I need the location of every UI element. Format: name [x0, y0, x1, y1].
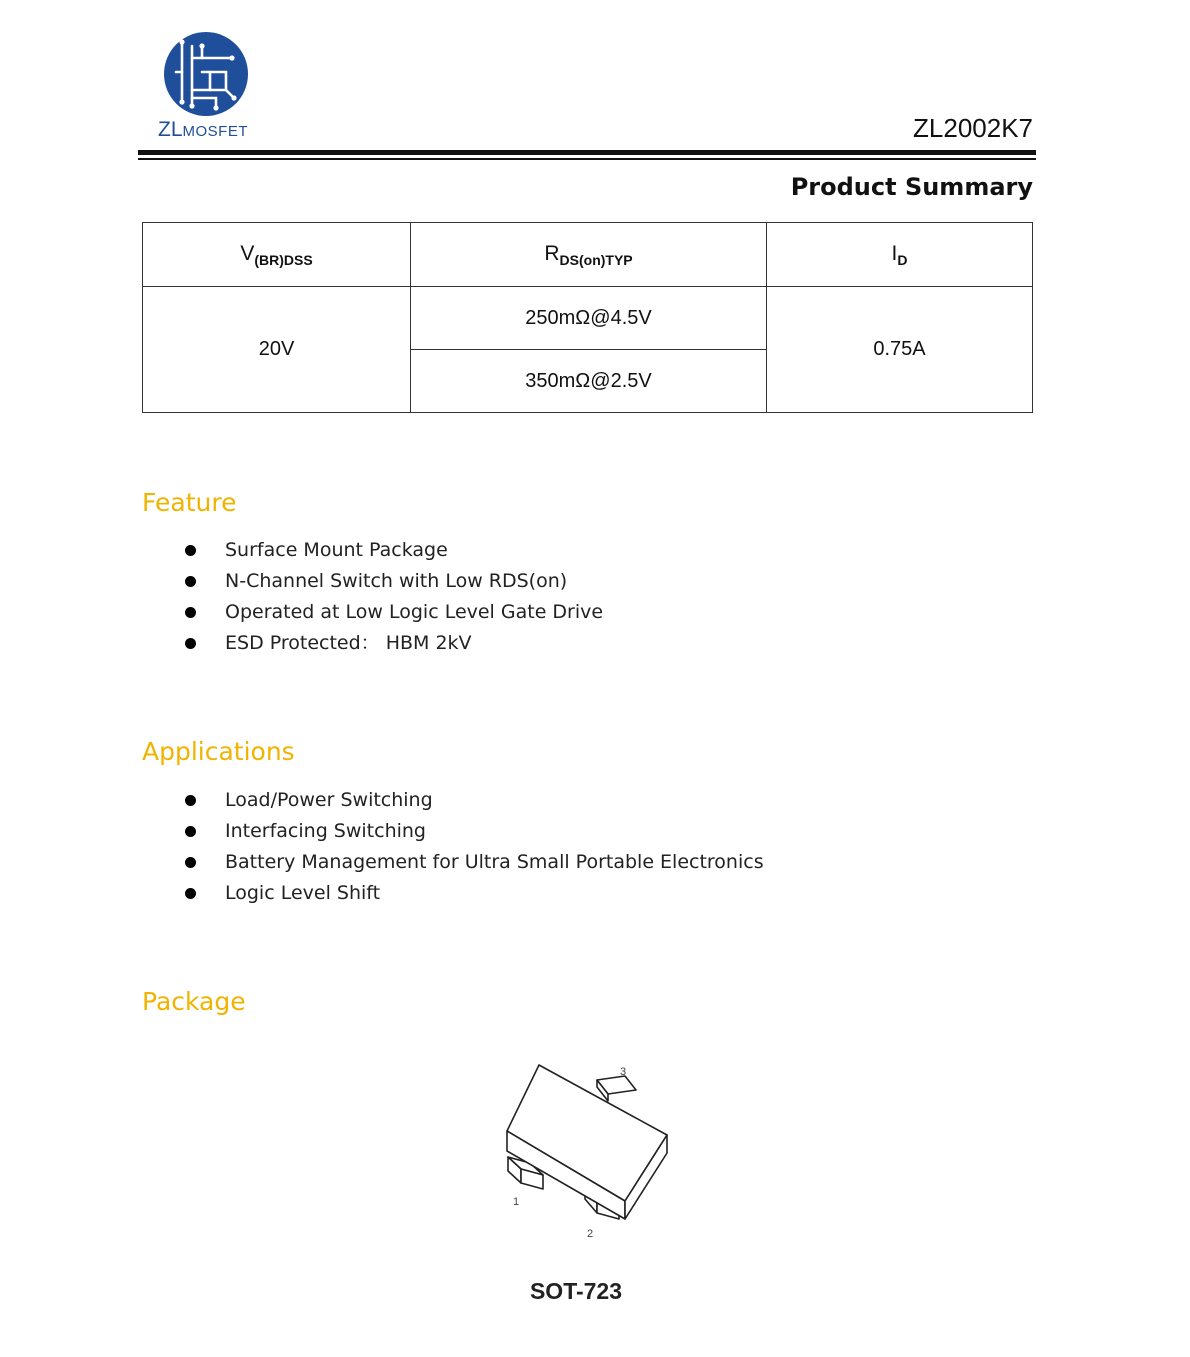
- bullet-icon: [185, 545, 196, 556]
- pin-1-label: 1: [513, 1196, 520, 1208]
- list-item: Interfacing Switching: [183, 816, 764, 847]
- list-item: Load/Power Switching: [183, 785, 764, 816]
- value-id: 0.75A: [767, 287, 1033, 413]
- value-vbrdss: 20V: [143, 287, 411, 413]
- bullet-icon: [185, 576, 196, 587]
- value-rds-2: 350mΩ@2.5V: [411, 350, 767, 413]
- company-logo: [150, 30, 270, 145]
- list-item: Surface Mount Package: [183, 535, 603, 566]
- logo-text-small: MOSFET: [182, 123, 249, 140]
- bullet-icon: [185, 857, 196, 868]
- sot723-package-icon: [495, 1055, 680, 1245]
- pin-3-label: 3: [620, 1066, 627, 1078]
- list-item: ESD Protected： HBM 2kV: [183, 628, 603, 659]
- applications-list: [183, 785, 764, 909]
- product-summary-title: Product Summary: [790, 173, 1033, 201]
- header-rule-thin: [138, 158, 1036, 160]
- summary-header-row: [143, 223, 1033, 287]
- header-vbrdss: $V_{(BR)DSS}$: [143, 223, 411, 287]
- list-item: Operated at Low Logic Level Gate Drive: [183, 597, 603, 628]
- header-rdson: $R_{DS(on)TYP}$: [411, 223, 767, 287]
- part-number: ZL2002K7: [913, 113, 1033, 143]
- header-rule-thick: [138, 150, 1036, 155]
- bullet-icon: [185, 826, 196, 837]
- applications-title: Applications: [142, 737, 295, 766]
- bullet-icon: [185, 607, 196, 618]
- list-item: N-Channel Switch with Low RDS(on): [183, 566, 603, 597]
- feature-list: [183, 535, 603, 659]
- header-id: $I_D$: [767, 223, 1033, 287]
- feature-title: Feature: [142, 488, 237, 517]
- list-item: Battery Management for Ultra Small Portable Electronics: [183, 847, 764, 878]
- bullet-icon: [185, 795, 196, 806]
- value-rds-1: 250mΩ@4.5V: [411, 287, 767, 350]
- summary-row: [143, 287, 1033, 350]
- package-label: SOT-723: [529, 1278, 623, 1304]
- logo-mark-icon: [160, 32, 252, 116]
- logo-wordmark: [158, 118, 248, 142]
- pin-2-label: 2: [587, 1228, 594, 1240]
- sot723-package-drawing: [495, 1055, 680, 1245]
- list-item: Logic Level Shift: [183, 878, 764, 909]
- logo-text-big: ZL: [158, 118, 183, 141]
- bullet-icon: [185, 888, 196, 899]
- product-summary-table: [142, 222, 1033, 413]
- bullet-icon: [185, 638, 196, 649]
- package-title: Package: [142, 987, 246, 1016]
